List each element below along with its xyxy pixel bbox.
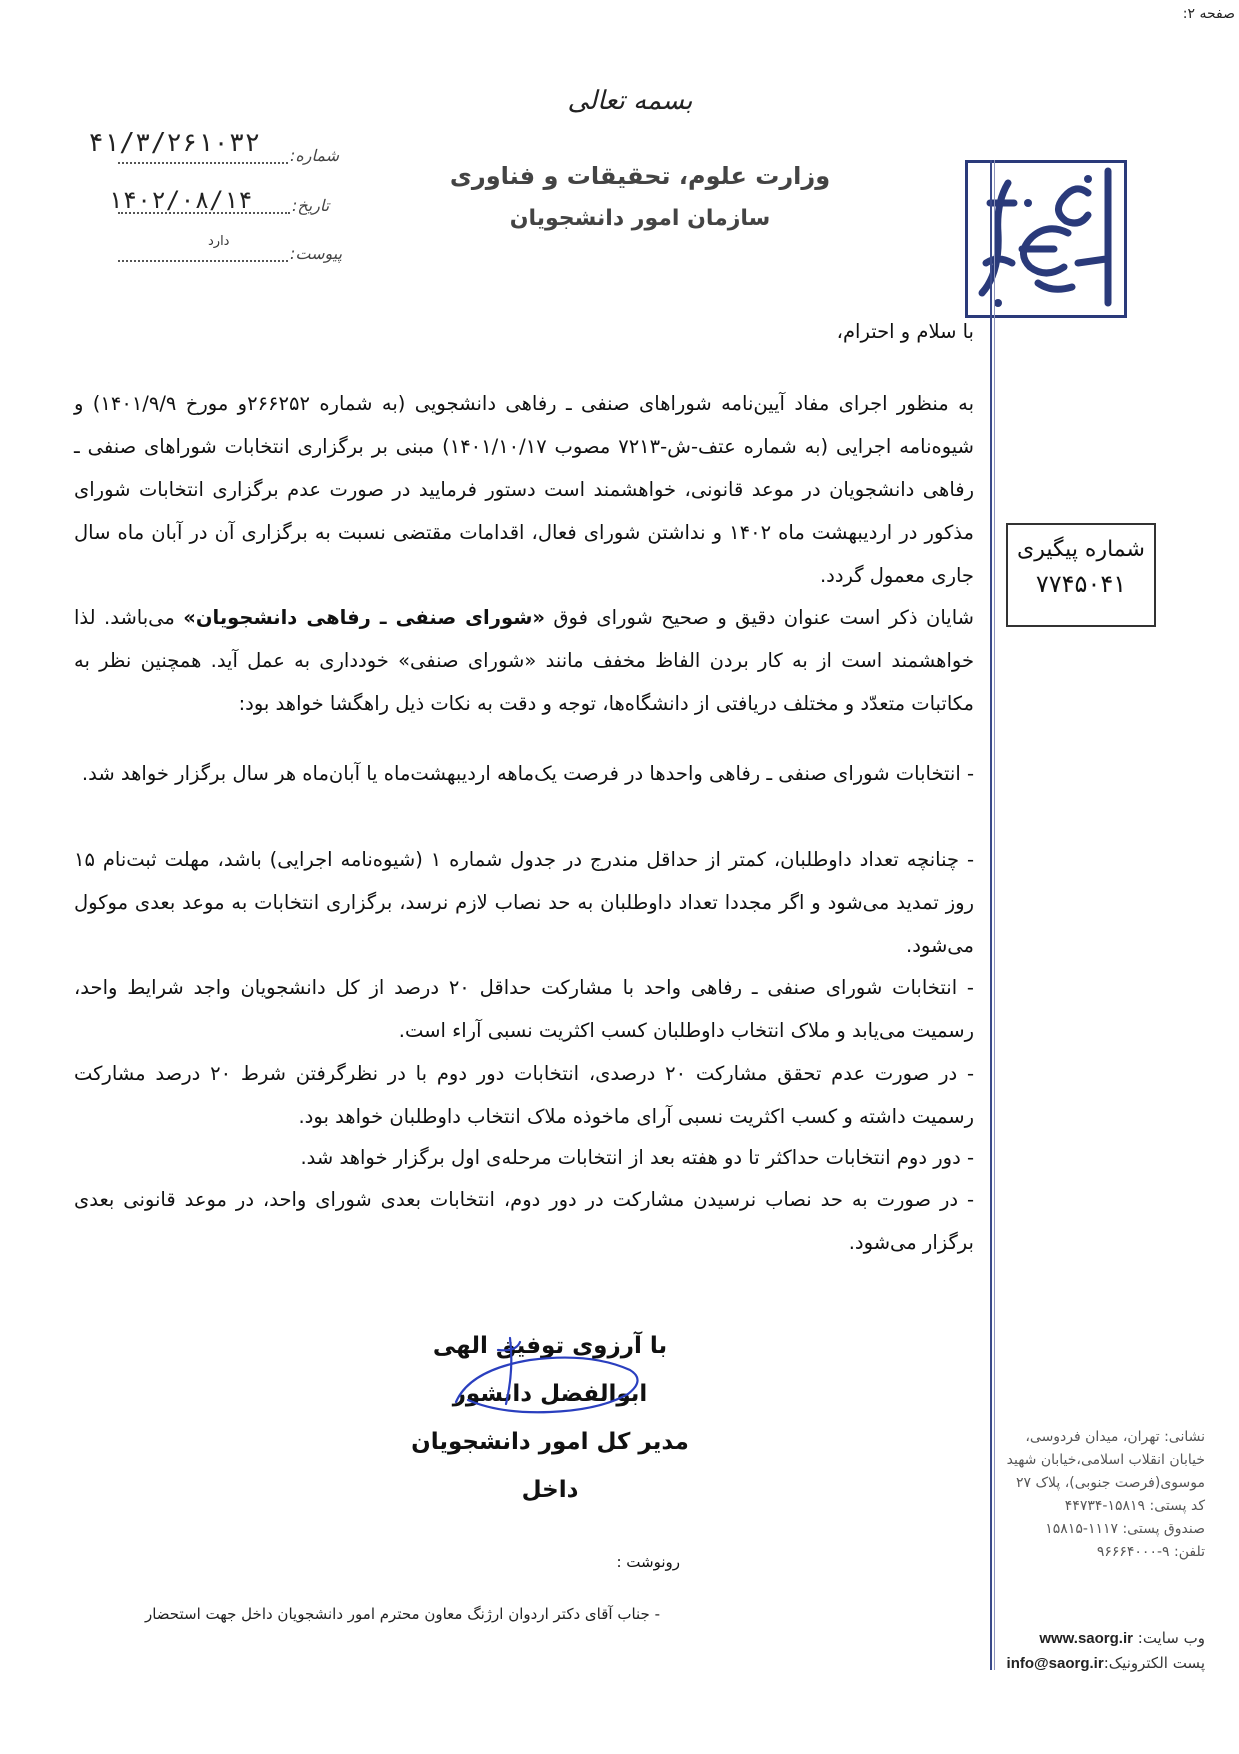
bullet-item: - انتخابات شورای صنفی ـ رفاهی واحد با مشارکت حداقل ۲۰ درصد از کل دانشجویان واجد شرایط واحد، رسمیت می‌یابد و ملاک انتخاب داوطلبان کسب اکثریت نسبی آراء است. — [74, 976, 974, 1042]
letter-number-value: ۴۱/۳/۲۶۱۰۳۲ — [88, 128, 261, 158]
email-label: پست الکترونیک: — [1103, 1654, 1205, 1672]
date-label: تاریخ: — [292, 196, 330, 215]
organization-name: سازمان امور دانشجویان — [509, 206, 771, 231]
bullet-item: - چنانچه تعداد داوطلبان، کمتر از حداقل مندرج در جدول شماره ۱ (شیوه‌نامه اجرایی) باشد، مهلت ثبت‌نام ۱۵ روز تمدید می‌شود و اگر مجددا تعداد داوطلبان به حد نصاب لازم نرسد، برگزاری انتخابات به موعد بعدی موکول می‌شود. — [74, 848, 974, 957]
address-line: خیابان انقلاب اسلامی،خیابان شهید — [1006, 1452, 1205, 1468]
address-line: موسوی(فرصت جنوبی)، پلاک ۲۷ — [1015, 1475, 1205, 1491]
tracking-number-box — [1006, 523, 1156, 627]
postal-code: کد پستی: ۱۵۸۱۹-۴۴۷۳۴ — [1064, 1498, 1205, 1514]
ministry-name: وزارت علوم، تحقیقات و فناوری — [449, 162, 831, 190]
page-number: صفحه ۲: — [1182, 6, 1235, 22]
copy-label: رونوشت : — [616, 1553, 680, 1571]
greeting: با سلام و احترام، — [836, 320, 974, 343]
website-link[interactable]: www.saorg.ir — [1039, 1630, 1133, 1647]
attachment-dotted-line — [118, 260, 288, 262]
margin-rule — [990, 160, 992, 1670]
bullet-item: - انتخابات شورای صنفی ـ رفاهی واحدها در فرصت یک‌ماهه اردیبهشت‌ماه یا آبان‌ماه هر سال برگزار خواهد شد. — [81, 762, 974, 785]
bullet-item: - دور دوم انتخابات حداکثر تا دو هفته بعد از انتخابات مرحله‌ی اول برگزار خواهد شد. — [300, 1146, 974, 1169]
tracking-label: شماره پیگیری — [1017, 537, 1145, 562]
bullet-item: - در صورت عدم تحقق مشارکت ۲۰ درصدی، انتخابات دور دوم با در نظرگرفتن شرط ۲۰ درصد مشارکت رسمیت داشته و کسب اکثریت نسبی آرای ماخوذه ملاک انتخاب داوطلبان خواهد بود. — [74, 1062, 974, 1128]
attachment-label: پیوست: — [290, 244, 343, 263]
web-contact-block — [995, 1626, 1205, 1676]
attachment-value: دارد — [208, 234, 230, 249]
bullet-item: - در صورت به حد نصاب نرسیدن مشارکت در دور دوم، انتخابات بعدی شورای واحد، در موعد قانونی بعدی برگزار می‌شود. — [74, 1188, 974, 1254]
copy-recipient: - جناب آقای دکتر اردوان ارژنگ معاون محترم امور دانشجویان داخل جهت استحضار — [144, 1605, 660, 1623]
email-link[interactable]: info@saorg.ir — [1006, 1655, 1104, 1672]
tracking-number: ۷۷۴۵۰۴۱ — [1035, 570, 1127, 598]
paragraph-1: به منظور اجرای مفاد آیین‌نامه شوراهای صنفی ـ رفاهی دانشجویی (به شماره ۲۶۶۲۵۲و مورخ ۱۴۰۱/۹/۹) و شیوه‌نامه اجرایی (به شماره عتف-ش-۷۲۱۳ مصوب ۱۴۰۱/۱۰/۱۷) مبنی بر برگزاری انتخابات شوراهای صنفی ـ رفاهی دانشجویان در موعد قانونی، خواهشمند است دستور فرمایید در صورت عدم برگزاری انتخابات شورای مذکور در اردیبهشت ماه ۱۴۰۲ و نداشتن شورای فعال، اقدامات مقتضی نسبت به برگزاری آن در آبان ماه سال جاری معمول گردد. — [74, 392, 975, 587]
signer-title: مدیر کل امور دانشجویان داخل — [411, 1429, 689, 1503]
paragraph-2 — [74, 596, 974, 725]
address-line: نشانی: تهران، میدان فردوسی، — [1025, 1429, 1205, 1445]
phone-number: تلفن: ۹-۹۶۶۶۴۰۰۰ — [1096, 1544, 1205, 1560]
handwritten-signature — [440, 1330, 660, 1430]
council-official-name: «شورای صنفی ـ رفاهی دانشجویان» — [183, 606, 545, 629]
po-box: صندوق پستی: ۱۱۱۷-۱۵۸۱۵ — [1045, 1521, 1205, 1537]
signer-name: ابوالفضل دانشور — [452, 1381, 648, 1407]
bismillah-heading: بسمه تعالی — [567, 86, 693, 116]
paragraph-2-intro: شایان ذکر است عنوان دقیق و صحیح شورای فوق — [544, 606, 974, 629]
number-dotted-line — [118, 162, 288, 164]
closing-wish: با آرزوی توفیق الهی — [432, 1333, 668, 1359]
letter-date-value: ۱۴۰۲/۰۸/۱۴ — [108, 186, 253, 214]
address-block — [995, 1426, 1205, 1564]
paragraph-2-rest: می‌باشد. لذا خواهشمند است از به کار بردن الفاظ مخفف مانند «شورای صنفی» خودداری به عمل آید. همچنین نظر به مکاتبات متعدّد و مختلف دریافتی از دانشگاه‌ها، توجه و دقت به نکات ذیل راهگشا خواهد بود: — [74, 606, 974, 715]
number-label: شماره: — [290, 146, 340, 165]
website-label: وب سایت: — [1137, 1629, 1205, 1647]
